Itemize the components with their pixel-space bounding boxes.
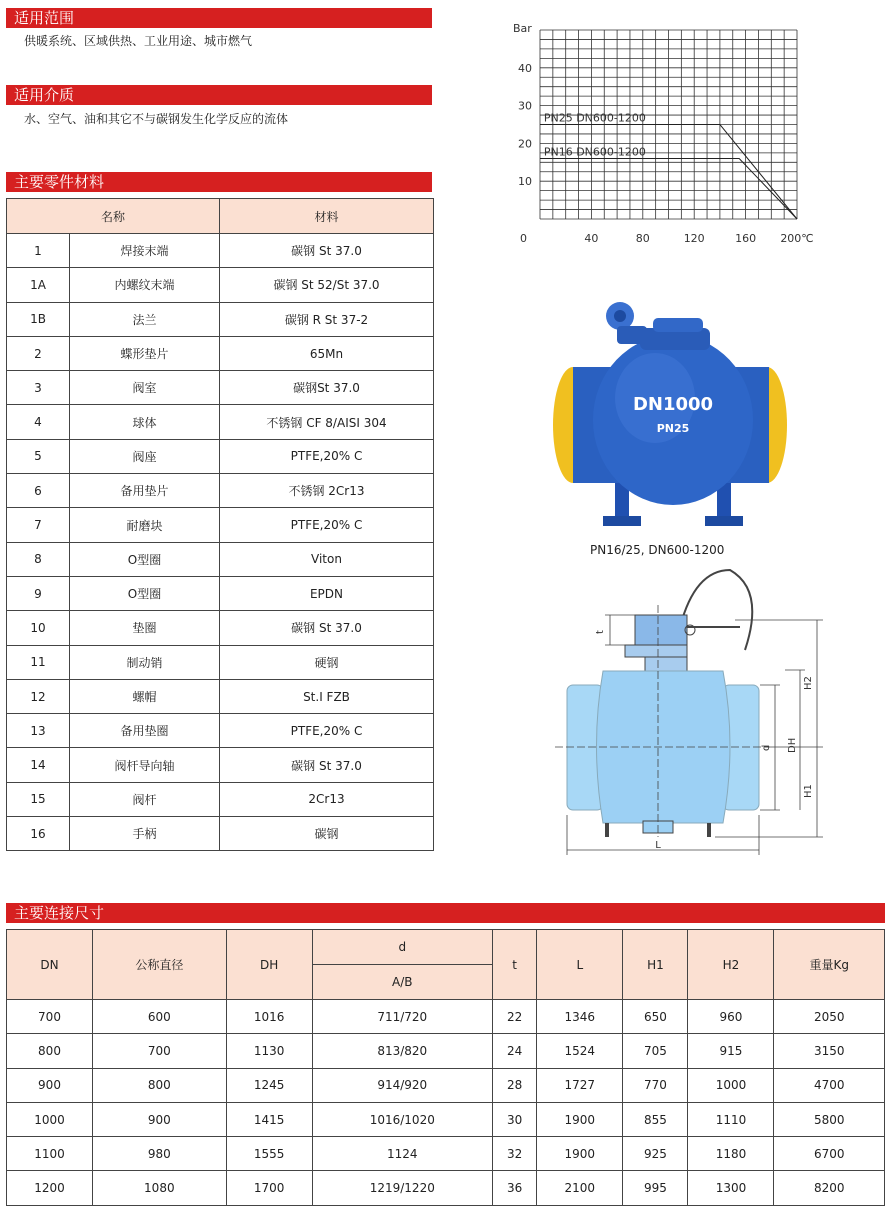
part-material: 碳钢 St 37.0	[220, 234, 434, 268]
table-row	[7, 782, 434, 816]
part-name: 备用垫圈	[70, 714, 220, 748]
part-name: 阀杆	[70, 782, 220, 816]
cell-nominal-diameter: 600	[93, 1000, 227, 1034]
label-d: d	[761, 744, 772, 751]
cell-h2: 1180	[688, 1137, 774, 1171]
part-material: 不锈钢 CF 8/AISI 304	[220, 405, 434, 439]
part-number: 1B	[7, 302, 70, 336]
part-number: 14	[7, 748, 70, 782]
part-name: 制动销	[70, 645, 220, 679]
part-name: 耐磨块	[70, 508, 220, 542]
part-material: St.I FZB	[220, 679, 434, 713]
dimension-drawing	[555, 565, 825, 860]
cell-l: 1727	[537, 1068, 623, 1102]
cell-h1: 770	[623, 1068, 688, 1102]
table-row	[7, 302, 434, 336]
part-material: 硬钢	[220, 645, 434, 679]
cell-h1: 925	[623, 1137, 688, 1171]
x-tick-label: 200℃	[780, 232, 814, 245]
y-tick-label: 40	[518, 61, 532, 75]
cell-dh: 1555	[226, 1137, 312, 1171]
label-t: t	[595, 630, 606, 634]
dims-header-h1: H1	[623, 930, 688, 1000]
part-material: 碳钢 St 52/St 37.0	[220, 268, 434, 302]
dims-header-dh: DH	[226, 930, 312, 1000]
series-label: PN16 DN600-1200	[543, 145, 646, 159]
cell-weight: 2050	[774, 1000, 885, 1034]
cell-nominal-diameter: 700	[93, 1034, 227, 1068]
label-h1: H1	[803, 784, 814, 798]
table-row	[7, 508, 434, 542]
part-name: 阀室	[70, 371, 220, 405]
cell-t: 22	[492, 1000, 536, 1034]
cell-d: 813/820	[312, 1034, 492, 1068]
part-material: PTFE,20% C	[220, 508, 434, 542]
part-name: 螺帽	[70, 679, 220, 713]
pressure-temperature-chart	[505, 18, 815, 250]
parts-header-material: 材料	[220, 199, 434, 234]
dims-header-h2: H2	[688, 930, 774, 1000]
parts-header-name: 名称	[7, 199, 220, 234]
cell-dn: 1200	[7, 1171, 93, 1205]
label-dh: DH	[787, 737, 798, 753]
table-row	[7, 405, 434, 439]
table-row	[7, 748, 434, 782]
handle-arc	[680, 570, 752, 650]
cell-dn: 1100	[7, 1137, 93, 1171]
cell-h1: 705	[623, 1034, 688, 1068]
cell-dh: 1016	[226, 1000, 312, 1034]
cell-weight: 4700	[774, 1068, 885, 1102]
x-tick-label: 40	[584, 232, 599, 245]
part-name: O型圈	[70, 576, 220, 610]
y-axis-unit: Bar	[513, 22, 532, 35]
part-number: 5	[7, 439, 70, 473]
dims-header-d: d	[312, 930, 492, 965]
part-name: 蝶形垫片	[70, 336, 220, 370]
cell-h2: 960	[688, 1000, 774, 1034]
table-row	[7, 611, 434, 645]
part-material: Viton	[220, 542, 434, 576]
parts-table	[6, 198, 434, 851]
table-row	[7, 268, 434, 302]
cell-d: 914/920	[312, 1068, 492, 1102]
part-number: 13	[7, 714, 70, 748]
y-tick-label: 30	[518, 99, 532, 113]
table-row	[7, 234, 434, 268]
table-row	[7, 474, 434, 508]
part-number: 4	[7, 405, 70, 439]
dims-table	[6, 929, 885, 1206]
cell-dh: 1415	[226, 1102, 312, 1136]
part-number: 9	[7, 576, 70, 610]
cell-h2: 1000	[688, 1068, 774, 1102]
cell-t: 32	[492, 1137, 536, 1171]
part-name: 法兰	[70, 302, 220, 336]
part-name: O型圈	[70, 542, 220, 576]
part-material: 碳钢 St 37.0	[220, 611, 434, 645]
part-material: PTFE,20% C	[220, 439, 434, 473]
part-material: PTFE,20% C	[220, 714, 434, 748]
dims-header-weight: 重量Kg	[774, 930, 885, 1000]
x-tick-label: 160	[735, 232, 757, 245]
dims-header-t: t	[492, 930, 536, 1000]
cell-weight: 5800	[774, 1102, 885, 1136]
part-number: 2	[7, 336, 70, 370]
cell-weight: 6700	[774, 1137, 885, 1171]
table-row	[7, 679, 434, 713]
cell-h2: 1300	[688, 1171, 774, 1205]
part-number: 1A	[7, 268, 70, 302]
cell-t: 28	[492, 1068, 536, 1102]
cell-dn: 700	[7, 1000, 93, 1034]
cell-nominal-diameter: 1080	[93, 1171, 227, 1205]
product-caption: PN16/25, DN600-1200	[590, 543, 725, 557]
dims-header-l: L	[537, 930, 623, 1000]
table-row	[7, 576, 434, 610]
cell-dh: 1130	[226, 1034, 312, 1068]
dims-header-d-sub: A/B	[312, 965, 492, 1000]
part-material: 2Cr13	[220, 782, 434, 816]
table-row	[7, 1171, 885, 1205]
cell-h1: 995	[623, 1171, 688, 1205]
cell-l: 1346	[537, 1000, 623, 1034]
cell-l: 1524	[537, 1034, 623, 1068]
media-heading: 适用介质	[6, 85, 432, 105]
part-number: 3	[7, 371, 70, 405]
cell-weight: 3150	[774, 1034, 885, 1068]
part-number: 12	[7, 679, 70, 713]
table-row	[7, 1068, 885, 1102]
table-row	[7, 439, 434, 473]
cell-l: 1900	[537, 1137, 623, 1171]
part-number: 11	[7, 645, 70, 679]
cell-l: 1900	[537, 1102, 623, 1136]
part-name: 内螺纹末端	[70, 268, 220, 302]
table-row	[7, 1034, 885, 1068]
cell-t: 30	[492, 1102, 536, 1136]
cell-h1: 855	[623, 1102, 688, 1136]
dims-header-dn: DN	[7, 930, 93, 1000]
cell-nominal-diameter: 900	[93, 1102, 227, 1136]
x-tick-label: 80	[635, 232, 650, 245]
part-name: 备用垫片	[70, 474, 220, 508]
cell-d: 711/720	[312, 1000, 492, 1034]
cell-t: 36	[492, 1171, 536, 1205]
cell-d: 1016/1020	[312, 1102, 492, 1136]
part-number: 16	[7, 817, 70, 851]
table-row	[7, 645, 434, 679]
part-material: 碳钢St 37.0	[220, 371, 434, 405]
part-name: 垫圈	[70, 611, 220, 645]
cell-h2: 1110	[688, 1102, 774, 1136]
dims-header-nominal: 公称直径	[93, 930, 227, 1000]
part-name: 阀座	[70, 439, 220, 473]
part-material: 碳钢	[220, 817, 434, 851]
cell-nominal-diameter: 800	[93, 1068, 227, 1102]
y-tick-label: 10	[518, 175, 532, 189]
cell-l: 2100	[537, 1171, 623, 1205]
table-row	[7, 1137, 885, 1171]
series-label: PN25 DN600-1200	[543, 111, 646, 125]
x-tick-label: 120	[683, 232, 705, 245]
part-material: 碳钢 R St 37-2	[220, 302, 434, 336]
cell-dn: 1000	[7, 1102, 93, 1136]
part-name: 手柄	[70, 817, 220, 851]
valve-product-photo	[545, 288, 795, 538]
table-row	[7, 1000, 885, 1034]
part-material: 碳钢 St 37.0	[220, 748, 434, 782]
dims-heading: 主要连接尺寸	[6, 903, 885, 923]
cell-t: 24	[492, 1034, 536, 1068]
part-number: 7	[7, 508, 70, 542]
part-material: 65Mn	[220, 336, 434, 370]
part-number: 8	[7, 542, 70, 576]
cell-dh: 1245	[226, 1068, 312, 1102]
table-row	[7, 1102, 885, 1136]
cell-d: 1124	[312, 1137, 492, 1171]
cell-weight: 8200	[774, 1171, 885, 1205]
cell-h2: 915	[688, 1034, 774, 1068]
cell-dh: 1700	[226, 1171, 312, 1205]
cell-dn: 900	[7, 1068, 93, 1102]
label-h2: H2	[803, 676, 814, 690]
part-number: 1	[7, 234, 70, 268]
parts-heading: 主要零件材料	[6, 172, 432, 192]
body-marking-pn: PN25	[656, 422, 690, 435]
part-number: 10	[7, 611, 70, 645]
cell-dn: 800	[7, 1034, 93, 1068]
table-row	[7, 542, 434, 576]
part-material: EPDN	[220, 576, 434, 610]
part-number: 15	[7, 782, 70, 816]
label-l: L	[655, 840, 661, 851]
scope-text: 供暖系统、区域供热、工业用途、城市燃气	[24, 34, 253, 48]
gearbox-drawing	[635, 615, 687, 645]
cell-nominal-diameter: 980	[93, 1137, 227, 1171]
part-name: 焊接末端	[70, 234, 220, 268]
part-name: 阀杆导向轴	[70, 748, 220, 782]
part-material: 不锈钢 2Cr13	[220, 474, 434, 508]
y-tick-label: 20	[518, 137, 532, 151]
table-row	[7, 714, 434, 748]
table-row	[7, 817, 434, 851]
x-tick-label: 0	[520, 232, 527, 245]
table-row	[7, 371, 434, 405]
body-marking-dn: DN1000	[632, 394, 714, 415]
media-text: 水、空气、油和其它不与碳钢发生化学反应的流体	[24, 112, 289, 126]
cell-d: 1219/1220	[312, 1171, 492, 1205]
part-name: 球体	[70, 405, 220, 439]
scope-heading: 适用范围	[6, 8, 432, 28]
part-number: 6	[7, 474, 70, 508]
cell-h1: 650	[623, 1000, 688, 1034]
table-row	[7, 336, 434, 370]
